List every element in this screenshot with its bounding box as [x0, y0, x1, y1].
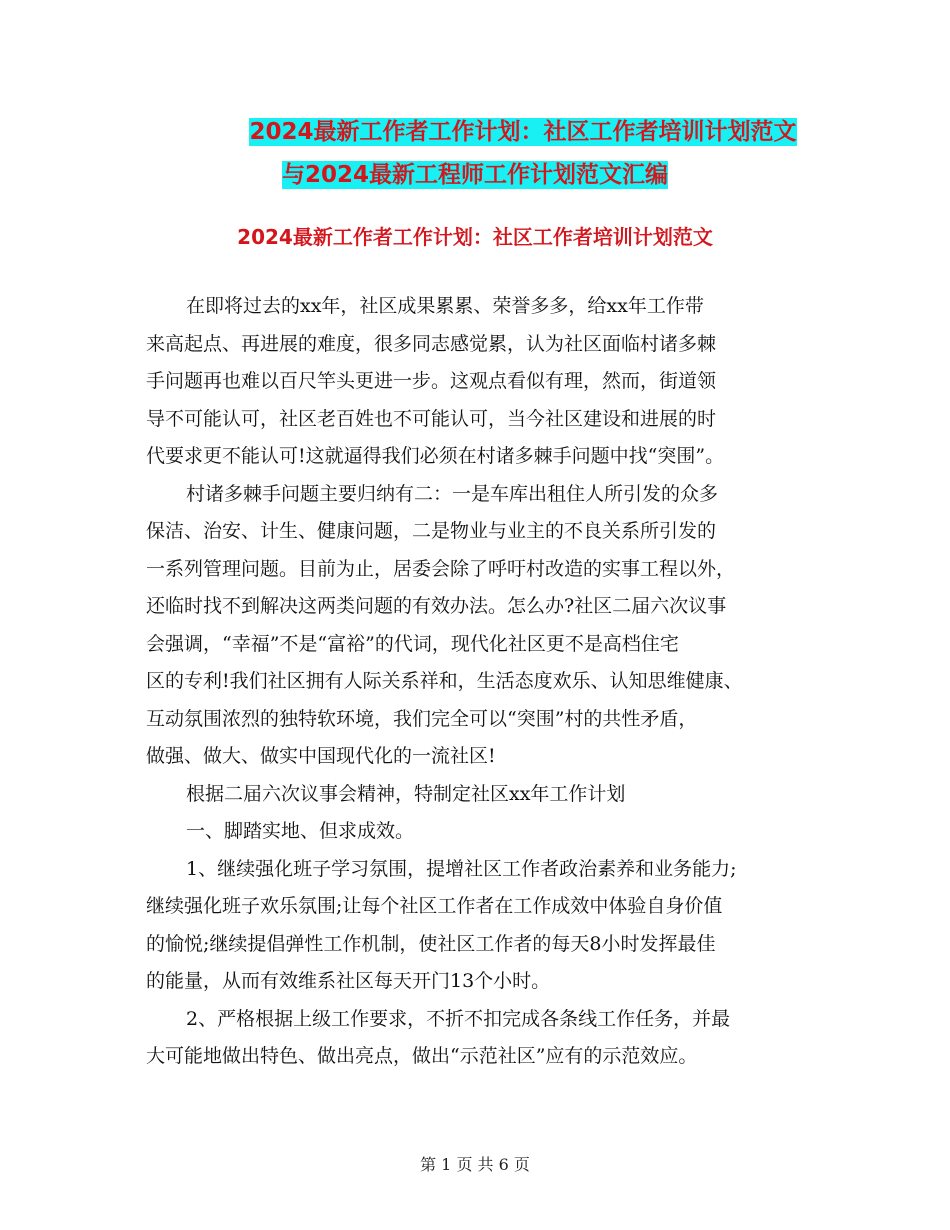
text-line: 做强、做大、做实中国现代化的一流社区!: [146, 745, 496, 767]
text-line: 保洁、治安、计生、健康问题，二是物业与业主的不良关系所引发的: [146, 520, 717, 542]
text-line: 根据二届六次议事会精神，特制定社区xx年工作计划: [186, 782, 626, 805]
text-line: 导不可能认可，社区老百姓也不可能认可，当今社区建设和进展的时: [146, 407, 717, 430]
body-text: [146, 288, 816, 1076]
text-line: 1、继续强化班子学习氛围，提增社区工作者政治素养和业务能力;: [186, 857, 737, 880]
main-title-line-1: [48, 115, 950, 150]
text-line: 2、严格根据上级工作要求，不折不扣完成各条线工作任务，并最: [186, 1007, 731, 1030]
page-footer: 第 1 页 共 6 页: [420, 1155, 530, 1174]
main-title-line-2: [0, 158, 950, 193]
text-line: 来高起点、再进展的难度，很多同志感觉累，认为社区面临村诸多棘: [146, 332, 717, 355]
text-line: 代要求更不能认可!这就逼得我们必须在村诸多棘手问题中找“突围”。: [146, 445, 725, 467]
text-line: 手问题再也难以百尺竿头更进一步。这观点看似有理，然而，街道领: [146, 370, 717, 392]
text-line: 继续强化班子欢乐氛围;让每个社区工作者在工作成效中体验自身价值: [146, 895, 723, 917]
main-title-line-2-text: 与2024最新工程师工作计划范文汇编: [281, 162, 668, 188]
text-line: 会强调，“幸福”不是“富裕”的代词，现代化社区更不是高档住宅: [146, 632, 679, 655]
text-line: 区的专利!我们社区拥有人际关系祥和，生活态度欢乐、认知思维健康、: [146, 670, 743, 692]
text-line: 村诸多棘手问题主要归纳有二：一是车库出租住人所引发的众多: [186, 482, 719, 505]
text-line: 一系列管理问题。目前为止，居委会除了呼吁村改造的实事工程以外，: [146, 557, 736, 580]
main-title-line-1-text: 2024最新工作者工作计划：社区工作者培训计划范文: [249, 119, 797, 145]
text-line: 大可能地做出特色、做出亮点，做出“示范社区”应有的示范效应。: [146, 1045, 698, 1067]
text-line: 的愉悦;继续提倡弹性工作机制，使社区工作者的每天8小时发挥最佳: [146, 932, 716, 955]
text-line: 一、脚踏实地、但求成效。: [186, 820, 415, 842]
text-line: 在即将过去的xx年，社区成果累累、荣誉多多，给xx年工作带: [186, 295, 704, 317]
text-line: 还临时找不到解决这两类问题的有效办法。怎么办?社区二届六次议事: [146, 595, 727, 617]
text-line: 的能量，从而有效维系社区每天开门13个小时。: [146, 970, 551, 992]
section-title: 2024最新工作者工作计划：社区工作者培训计划范文: [237, 225, 713, 249]
text-line: 互动氛围浓烈的独特软环境，我们完全可以“突围”村的共性矛盾，: [146, 707, 698, 730]
